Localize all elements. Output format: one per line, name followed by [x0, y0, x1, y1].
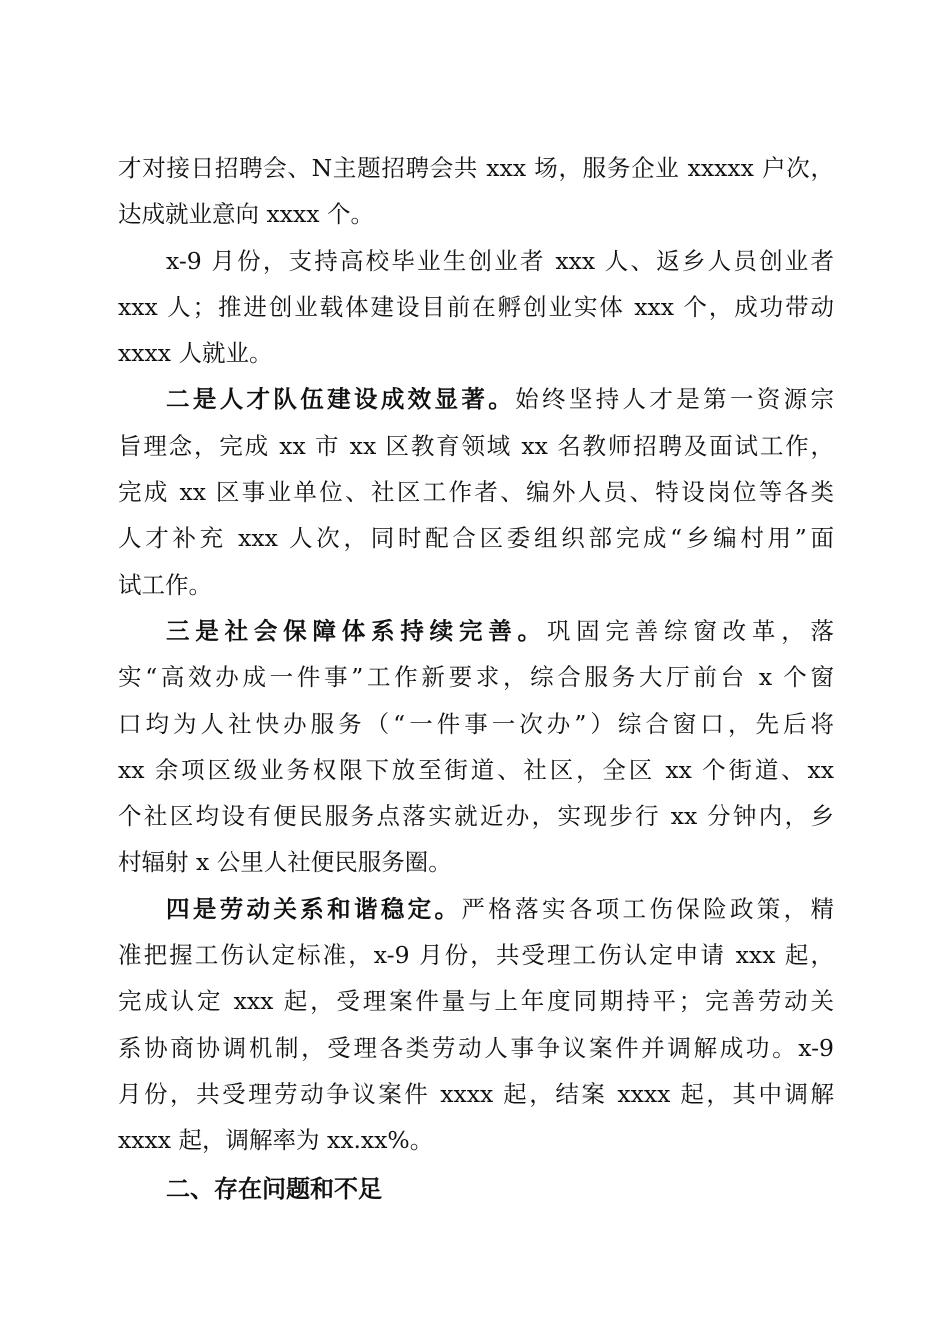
text-line: 完成认定 xxx 起，受理案件量与上年度同期持平；完善劳动关 [118, 987, 834, 1016]
paragraph-first-line [118, 886, 834, 932]
paragraph-lead-heading: 二是人才队伍建设成效显著。 [166, 385, 516, 414]
text-span: 巩固完善综窗改革，落 [546, 616, 835, 645]
document-page [118, 145, 834, 1214]
text-line: 才对接日招聘会、N主题招聘会共 xxx 场，服务企业 xxxxx 户次， [118, 154, 834, 182]
text-span: 始终坚持人才是第一资源宗 [515, 385, 835, 414]
text-line: 实“高效办成一件事”工作新要求，综合服务大厅前台 x 个窗 [118, 663, 834, 692]
text-line: 人才补充 xxx 人次，同时配合区委组织部完成“乡编村用”面 [118, 524, 834, 553]
section-heading: 二、存在问题和不足 [166, 1174, 382, 1203]
text-line: 准把握工伤认定标准，x-9 月份，共受理工伤认定申请 xxx 起， [118, 941, 834, 970]
text-line: xxxx 人就业。 [118, 339, 273, 368]
text-line: xxxx 起，调解率为 xx.xx%。 [118, 1126, 434, 1155]
text-line: xxx 人；推进创业载体建设目前在孵创业实体 xxx 个，成功带动 [118, 292, 834, 321]
text-span: 严格落实各项工伤保险政策，精 [461, 894, 835, 923]
text-line: 试工作。 [118, 570, 212, 599]
text-line: 村辐射 x 公里人社便民服务圈。 [118, 848, 452, 877]
paragraph-first-line [118, 376, 834, 422]
text-line: 口均为人社快办服务（“一件事一次办”）综合窗口，先后将 [118, 709, 834, 738]
text-line: 旨理念，完成 xx 市 xx 区教育领域 xx 名教师招聘及面试工作， [118, 431, 834, 460]
paragraph-first-line [118, 608, 834, 654]
text-line: 个社区均设有便民服务点落实就近办，实现步行 xx 分钟内，乡 [118, 802, 834, 831]
text-line: 达成就业意向 xxxx 个。 [118, 200, 374, 229]
text-line: 完成 xx 区事业单位、社区工作者、编外人员、特设岗位等各类 [118, 478, 834, 507]
text-line: 月份，共受理劳动争议案件 xxxx 起，结案 xxxx 起，其中调解 [118, 1079, 834, 1108]
text-line: 系协商协调机制，受理各类劳动人事争议案件并调解成功。x-9 [118, 1033, 834, 1062]
paragraph-lead-heading: 三是社会保障体系持续完善。 [166, 616, 547, 645]
paragraph-lead-heading: 四是劳动关系和谐稳定。 [166, 894, 462, 923]
text-line: xx 余项区级业务权限下放至街道、社区，全区 xx 个街道、xx [118, 755, 834, 784]
text-line: x-9 月份，支持高校毕业生创业者 xxx 人、返乡人员创业者 [166, 246, 834, 275]
